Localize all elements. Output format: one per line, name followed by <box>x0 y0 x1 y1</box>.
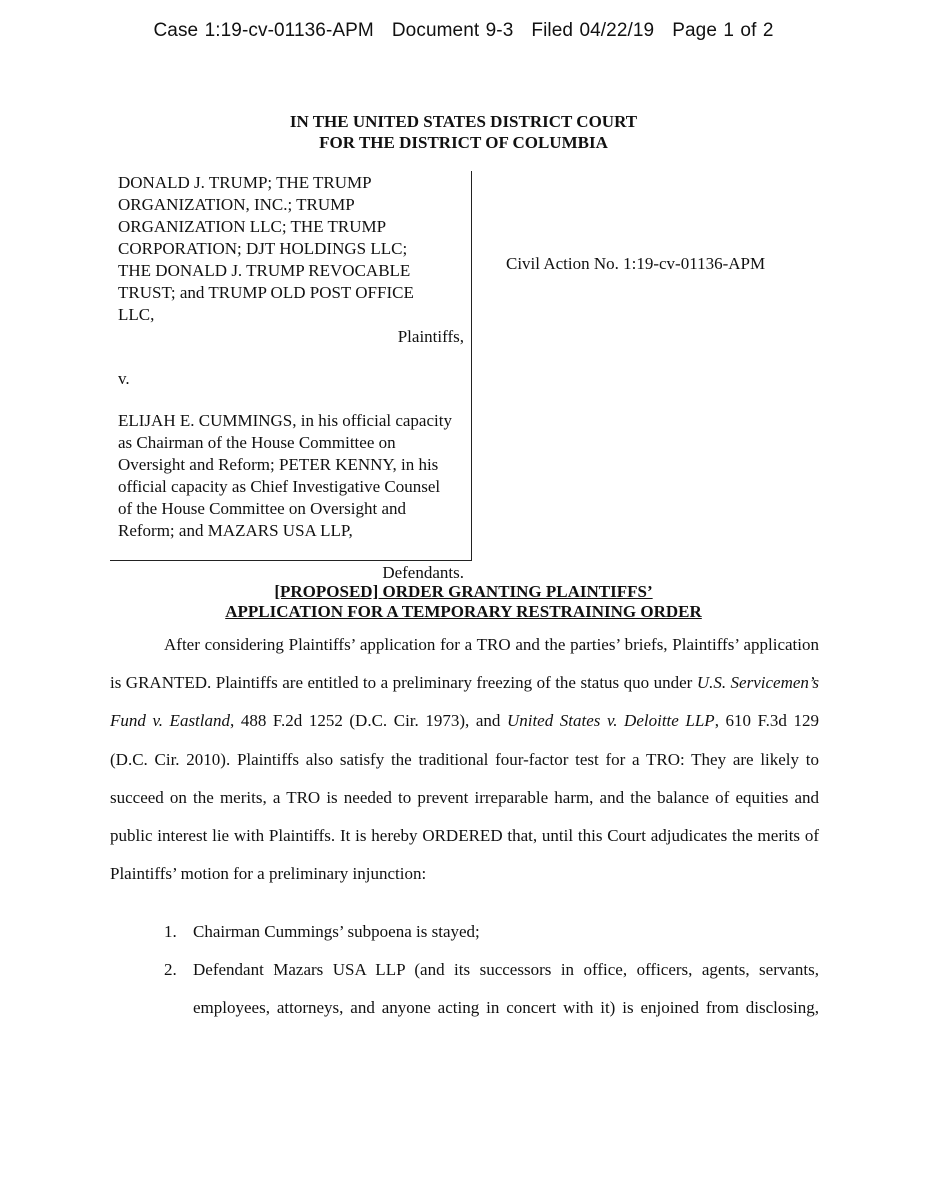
order-item-number: 2. <box>164 960 177 979</box>
body-text-2: , 488 F.2d 1252 (D.C. Cir. 1973), and <box>230 711 507 731</box>
order-item-text-continued: employees, attorneys, and anyone acting in concert with it) is enjoined from disclosing, <box>193 998 819 1017</box>
caption-vertical-divider <box>471 171 472 560</box>
court-heading <box>0 111 927 153</box>
caption-horizontal-divider <box>110 560 472 561</box>
civil-action-number: Civil Action No. 1:19-cv-01136-APM <box>506 254 766 273</box>
defendants-line: Oversight and Reform; PETER KENNY, in his <box>118 455 439 474</box>
body-text-1: After considering Plaintiffs’ application for a TRO and the parties’ briefs, Plaintiffs’ application is GRANTED. Plaintiffs are entitled to a preliminary freezing of the status quo under <box>110 635 819 693</box>
order-title-line-2: APPLICATION FOR A TEMPORARY RESTRAINING ORDER <box>225 602 702 621</box>
plaintiffs-line: DONALD J. TRUMP; THE TRUMP <box>118 173 372 192</box>
court-heading-line-2: FOR THE DISTRICT OF COLUMBIA <box>319 133 608 152</box>
plaintiffs-label: Plaintiffs, <box>397 327 464 346</box>
court-heading-line-1: IN THE UNITED STATES DISTRICT COURT <box>289 112 638 131</box>
defendants-line: Reform; and MAZARS USA LLP, <box>118 521 353 540</box>
plaintiffs-line: THE DONALD J. TRUMP REVOCABLE <box>118 261 411 280</box>
citation-eastland: U.S. Servicemen’s Fund v. Eastland <box>110 673 819 731</box>
order-item-text: Chairman Cummings’ subpoena is stayed; <box>193 922 480 941</box>
order-item-number: 1. <box>164 922 177 941</box>
defendants-line: ELIJAH E. CUMMINGS, in his official capacity <box>118 411 452 430</box>
page-indicator: Page 1 of 2 <box>672 20 774 41</box>
filed-date: Filed 04/22/19 <box>531 20 655 41</box>
defendants-line: official capacity as Chief Investigative Counsel <box>118 477 441 496</box>
plaintiffs-line: ORGANIZATION, INC.; TRUMP <box>118 195 355 214</box>
defendants-label: Defendants. <box>382 563 464 582</box>
plaintiffs-line: TRUST; and TRUMP OLD POST OFFICE <box>118 283 414 302</box>
case-number: Case 1:19-cv-01136-APM <box>153 20 374 41</box>
case-caption <box>118 172 464 584</box>
citation-deloitte: United States v. Deloitte LLP <box>506 711 715 731</box>
plaintiffs-line: LLC, <box>118 305 155 324</box>
defendants-line: as Chairman of the House Committee on <box>118 433 396 452</box>
order-item-text: Defendant Mazars USA LLP (and its successors in office, officers, agents, servants, <box>193 960 819 979</box>
document-number: Document 9-3 <box>391 20 514 41</box>
order-body-paragraph <box>110 626 819 893</box>
plaintiffs-line: CORPORATION; DJT HOLDINGS LLC; <box>118 239 408 258</box>
case-header-stamp <box>0 20 927 42</box>
versus: v. <box>118 369 130 388</box>
plaintiffs-line: ORGANIZATION LLC; THE TRUMP <box>118 217 387 236</box>
order-title-line-1: [PROPOSED] ORDER GRANTING PLAINTIFFS’ <box>274 582 653 601</box>
order-title <box>0 582 927 622</box>
body-text-3: , 610 F.3d 129 (D.C. Cir. 2010). Plaintiffs also satisfy the traditional four-factor test for a TRO: They are likely to succeed on the merits, a TRO is needed to prevent irreparable harm, and the balance of equities and public interest lie with Plaintiffs. It is hereby ORDERED that, until this Court adjudicates the merits of Plaintiffs’ motion for a preliminary injunction: <box>110 711 819 884</box>
defendants-line: of the House Committee on Oversight and <box>118 499 407 518</box>
